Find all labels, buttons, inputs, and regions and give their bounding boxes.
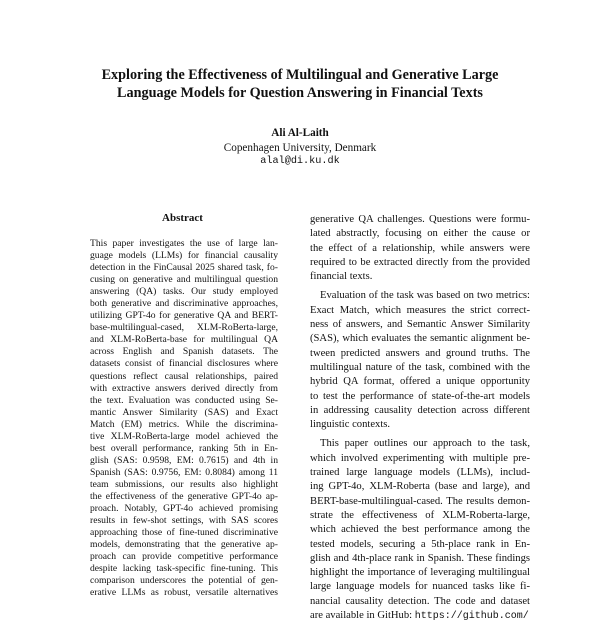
abstract-line: answering (QA) tasks. Our study employed [90, 286, 278, 298]
github-prefix: are available in GitHub: [310, 610, 415, 622]
author-block [150, 126, 450, 170]
abstract-line: mantic Answer Similarity (SAS) and Exact [90, 406, 278, 418]
paragraph-approach [310, 437, 530, 624]
abstract-line: with extractive answers derived directly from [90, 382, 278, 394]
title-line: Exploring the Effectiveness of Multilingual and Generative Large [101, 67, 499, 83]
abstract-line: best overall performance, ranking 5th in En- [90, 442, 278, 454]
body-line: multilingual nature of the task, combined with the [310, 361, 530, 373]
github-link[interactable]: https://github.com/ [414, 611, 529, 623]
abstract-line: base-multilingual-cased, XLM-RoBerta-large, [90, 322, 278, 334]
author-email[interactable]: alal@di.ku.dk [260, 156, 340, 167]
body-line: Evaluation of the task was based on two metrics: [320, 290, 530, 302]
abstract-line: models, demonstrating that the generative ap- [90, 539, 278, 551]
abstract-line: Spanish (SAS: 0.9756, EM: 0.8084) among 11 [90, 466, 278, 478]
abstract-line: detection in the FinCausal 2025 shared task, fo- [90, 262, 278, 274]
body-line: generative QA challenges. Questions were formu- [310, 214, 530, 225]
abstract-line: glish (SAS: 0.9598, EM: 0.7615) and 4th in [90, 454, 278, 466]
body-line: BERT-base-multilingual-cased. The results demon- [310, 495, 530, 507]
body-column-right [310, 213, 530, 624]
body-line: large language models for nuanced tasks like fi- [310, 581, 530, 593]
abstract-line: across English and Spanish datasets. The [90, 346, 278, 358]
abstract-line: the effectiveness of the generative GPT-4o ap- [90, 490, 278, 502]
body-line: tested models, securing a 5th-place rank in En- [310, 538, 530, 550]
body-line: financial texts. [310, 271, 373, 283]
title-line: Language Models for Question Answering in Financial Texts [117, 84, 483, 101]
abstract-line: tive XLM-RoBerta-large model achieved the [90, 430, 278, 442]
body-line [310, 609, 530, 624]
abstract-heading: Abstract [162, 212, 203, 224]
abstract-line: results in few-shot settings, with SAS scores [90, 515, 278, 527]
body-line: tween predicted answers and ground truths. The [310, 347, 530, 359]
paragraph-evaluation [310, 289, 530, 432]
body-line: linguistic contexts. [310, 419, 391, 431]
paragraph-task-description [310, 213, 530, 284]
abstract-line: comparison underscores the potential of gen- [90, 575, 278, 587]
abstract-line: This paper investigates the use of large lan- [90, 238, 278, 249]
abstract-line: both generative and discriminative approaches, [90, 298, 278, 310]
body-line: ing GPT-4o, XLM-Roberta (base and large), and [310, 481, 530, 493]
body-line: required to be extracted directly from the provided [310, 256, 530, 268]
abstract-line: proach can provide competitive performance [90, 551, 278, 563]
paper-title [60, 67, 540, 102]
body-line: Exact Match, which measures the strict correct- [310, 304, 530, 316]
body-line: ness of answers, and Semantic Answer Similarity [310, 319, 530, 331]
body-line: which involved experimenting with multiple pre- [310, 452, 530, 464]
body-line: glish and 4th-place rank in Spanish. These findings [310, 552, 530, 564]
body-line: (SAS), which evaluates the semantic alignment be- [310, 333, 530, 345]
abstract-line: and XLM-RoBerta-base for multilingual QA [90, 334, 278, 346]
abstract-line: guage models (LLMs) for financial causality [90, 250, 278, 262]
body-line: to test the performance of state-of-the-art models [310, 390, 530, 402]
body-line: This paper outlines our approach to the task, [320, 438, 530, 450]
body-line: hybrid QA format, offered a unique opportunity [310, 376, 530, 388]
abstract-line: approaching those of fine-tuned discriminative [90, 527, 278, 539]
body-line: highlight the importance of leveraging multilingual [310, 567, 530, 579]
body-line: lated abstractly, focusing on either the cause or [310, 228, 530, 240]
body-line: strate the effectiveness of XLM-Roberta-large, [310, 509, 530, 521]
author-name: Ali Al-Laith [271, 127, 329, 139]
body-line: trained large language models (LLMs), includ- [310, 467, 530, 479]
abstract-body [90, 238, 278, 599]
body-line: which achieved the best performance among the [310, 524, 530, 536]
body-line: the effect of a relationship, while answers were [310, 242, 530, 254]
abstract-line: despite lacking task-specific fine-tuning. This [90, 563, 278, 575]
abstract-line: Match (EM) metrics. While the discrimina- [90, 418, 278, 430]
body-line: in addressing causality detection across different [310, 404, 530, 416]
abstract-line: team submissions, our results also highlight [90, 478, 278, 490]
abstract-line: questions reflect causal relationships, paired [90, 370, 278, 382]
abstract-line: datasets consist of financial disclosures where [90, 358, 278, 370]
abstract-line: erative LLMs as robust, versatile alternatives [90, 587, 278, 599]
author-affiliation: Copenhagen University, Denmark [223, 141, 377, 154]
abstract-line: proach. Notably, GPT-4o achieved promising [90, 503, 278, 515]
abstract-line: cusing on generative and multilingual question [90, 274, 278, 286]
abstract-line: utilizing GPT-4o for generative QA and BERT- [90, 310, 278, 322]
abstract-line: the text. Evaluation was conducted using Se- [90, 394, 278, 406]
body-line: nancial causality detection. The code and dataset [310, 595, 530, 607]
